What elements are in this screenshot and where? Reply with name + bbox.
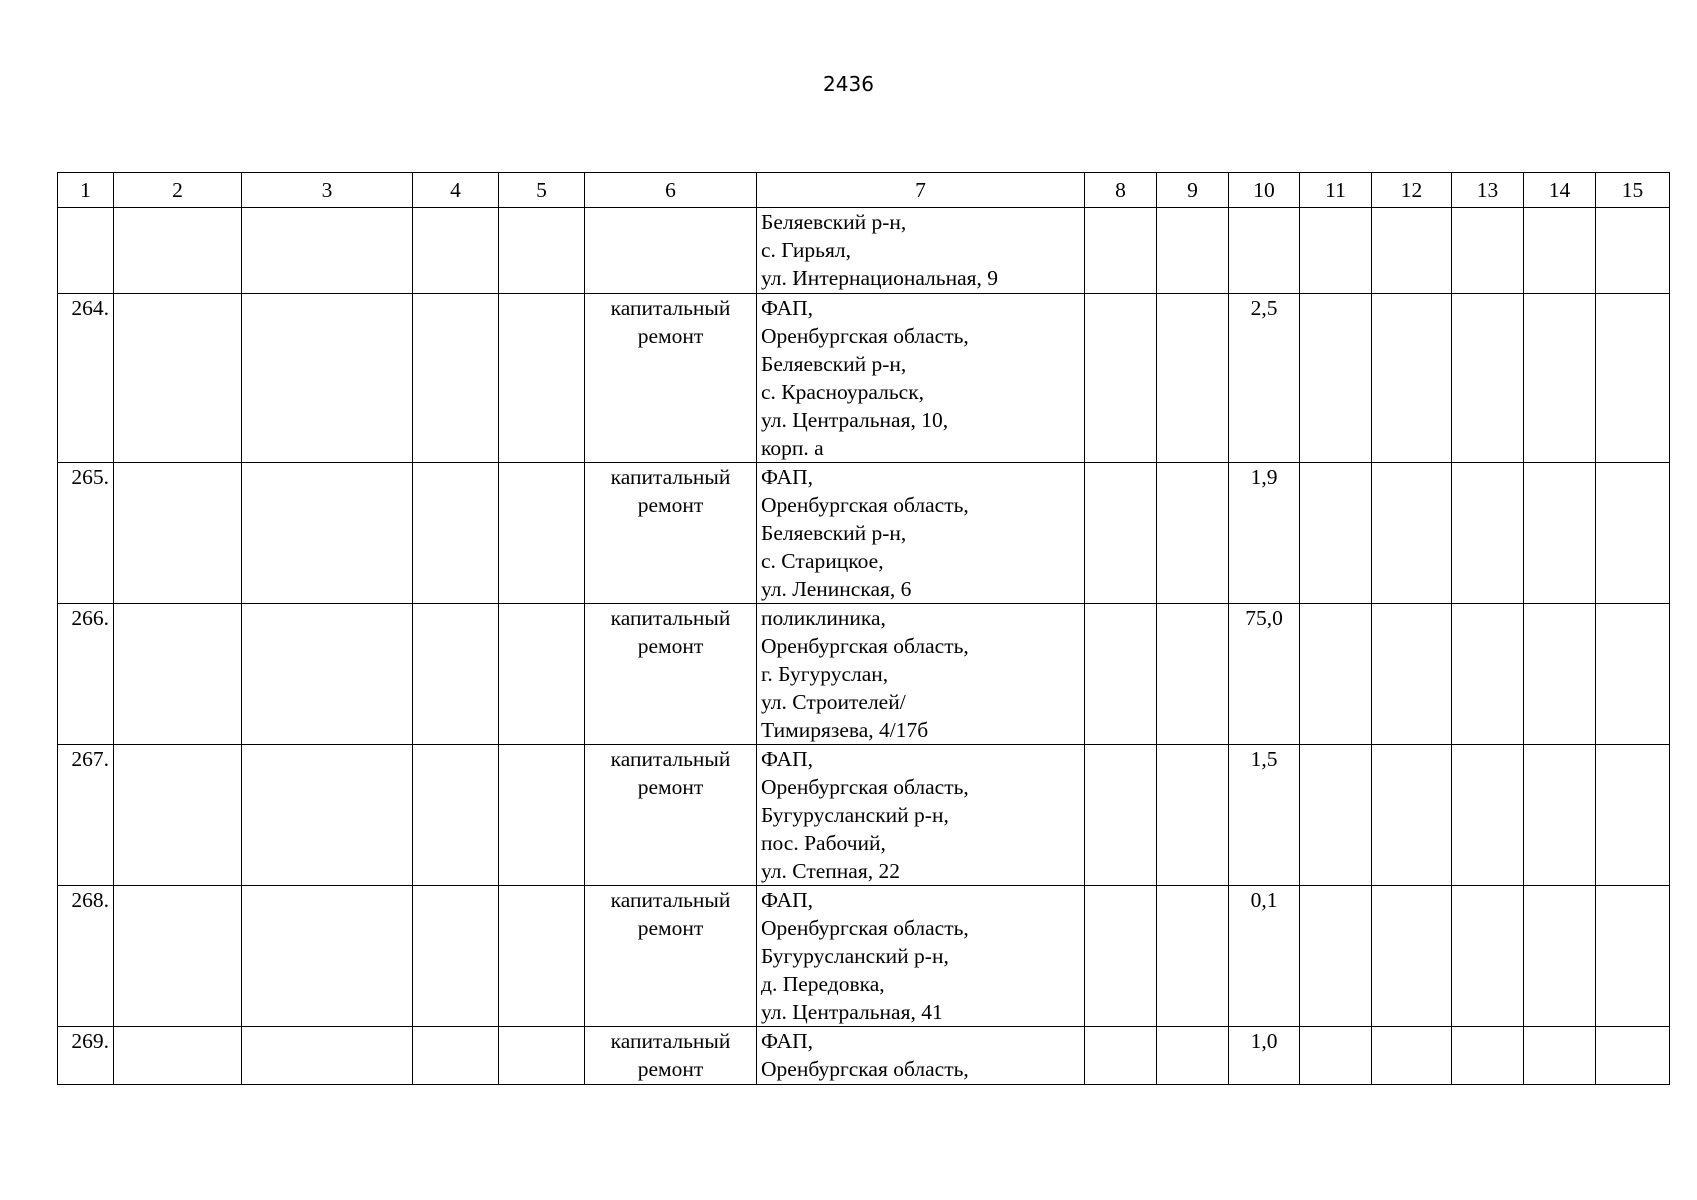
object-address: ФАП, Оренбургская область, Беляевский р-н, с. Старицкое, ул. Ленинская, 6 [757,463,1085,604]
page-number: 2436 [823,72,874,96]
work-type: капитальный ремонт [585,604,757,745]
work-type: капитальный ремонт [585,294,757,463]
column-header: 4 [413,173,499,208]
work-type: капитальный ремонт [585,1027,757,1085]
table-row [58,1027,1670,1085]
column-header: 14 [1524,173,1596,208]
value-cell: 75,0 [1229,604,1300,745]
work-type: капитальный ремонт [585,463,757,604]
value-cell: 0,1 [1229,886,1300,1027]
data-table [57,172,1670,1085]
row-number: 266. [58,604,114,745]
table-row [58,463,1670,604]
value-cell [1229,208,1300,294]
column-header: 5 [499,173,585,208]
row-number: 268. [58,886,114,1027]
row-number: 264. [58,294,114,463]
table-row [58,294,1670,463]
work-type [585,208,757,294]
object-address: ФАП, Оренбургская область, [757,1027,1085,1085]
column-header: 1 [58,173,114,208]
row-number: 269. [58,1027,114,1085]
column-header: 13 [1452,173,1524,208]
object-address: Беляевский р-н, с. Гирьял, ул. Интернациональная, 9 [757,208,1085,294]
table-row [58,604,1670,745]
object-address: ФАП, Оренбургская область, Бугурусланский р-н, пос. Рабочий, ул. Степная, 22 [757,745,1085,886]
column-header: 7 [757,173,1085,208]
value-cell: 1,5 [1229,745,1300,886]
object-address: ФАП, Оренбургская область, Бугурусланский р-н, д. Передовка, ул. Центральная, 41 [757,886,1085,1027]
table-row [58,208,1670,294]
object-address: поликлиника, Оренбургская область, г. Бугуруслан, ул. Строителей/ Тимирязева, 4/17б [757,604,1085,745]
header-row [58,173,1670,208]
column-header: 11 [1300,173,1372,208]
column-header: 3 [242,173,413,208]
column-header: 8 [1085,173,1157,208]
row-number [58,208,114,294]
value-cell: 1,0 [1229,1027,1300,1085]
column-header: 12 [1372,173,1452,208]
row-number: 267. [58,745,114,886]
column-header: 15 [1596,173,1670,208]
column-header: 2 [114,173,242,208]
column-header: 9 [1157,173,1229,208]
object-address: ФАП, Оренбургская область, Беляевский р-н, с. Красноуральск, ул. Центральная, 10, корп. а [757,294,1085,463]
column-header: 6 [585,173,757,208]
work-type: капитальный ремонт [585,745,757,886]
work-type: капитальный ремонт [585,886,757,1027]
row-number: 265. [58,463,114,604]
column-header: 10 [1229,173,1300,208]
table-row [58,886,1670,1027]
value-cell: 1,9 [1229,463,1300,604]
table-row [58,745,1670,886]
value-cell: 2,5 [1229,294,1300,463]
